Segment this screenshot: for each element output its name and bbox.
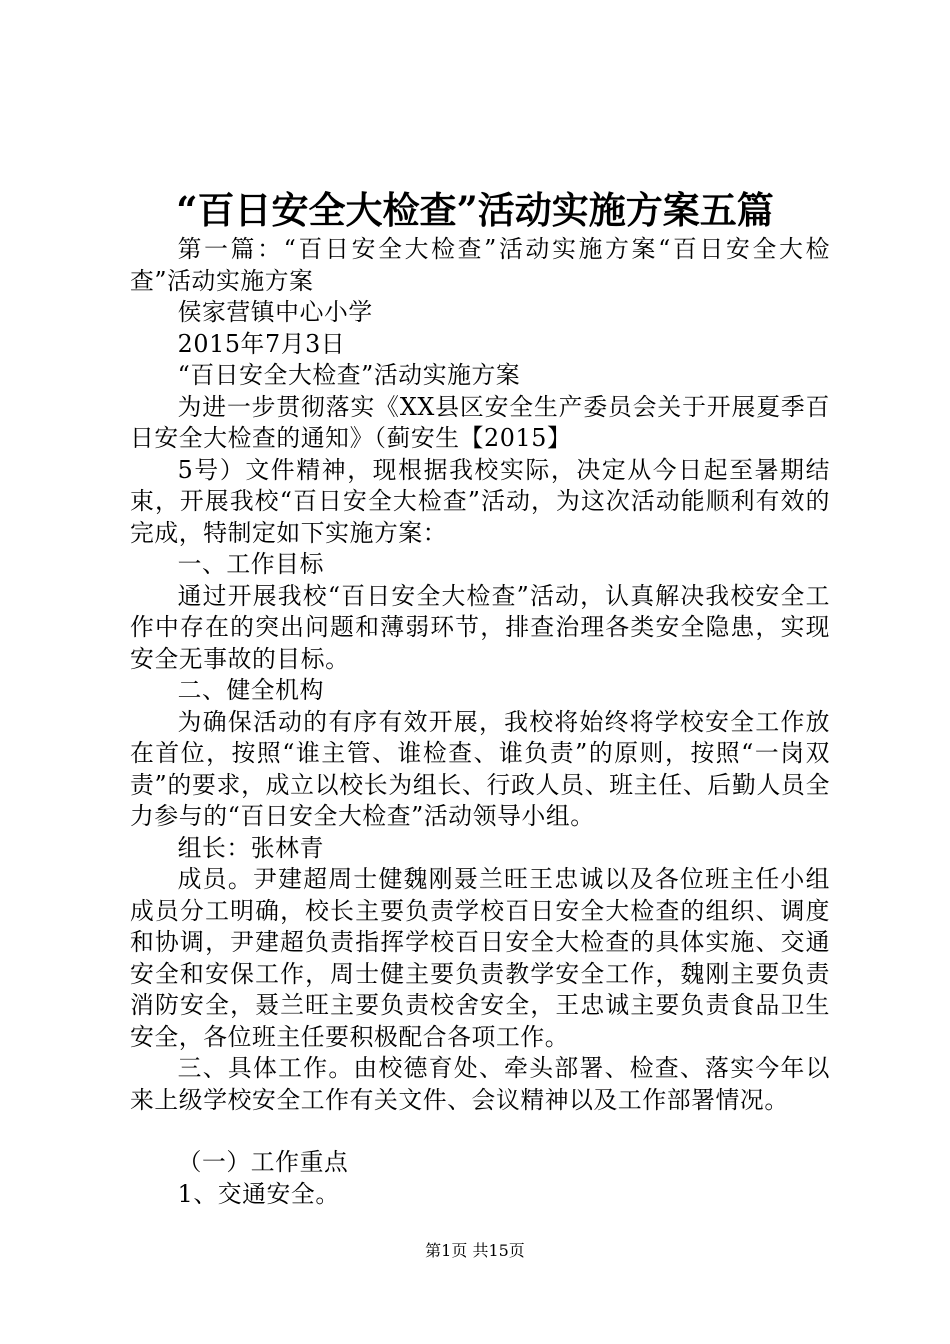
paragraph-heading-first: 第一篇：“百日安全大检查”活动实施方案“百日安全大检查”活动实施方案 (130, 235, 830, 295)
document-title: “百日安全大检查”活动实施方案五篇 (176, 188, 774, 232)
paragraph-intro-continued: 5号）文件精神，现根据我校实际，决定从今日起至暑期结束，开展我校“百日安全大检查”活动，为这次活动能顺利有效的完成，特制定如下实施方案： (130, 455, 830, 547)
subsection-heading-focus: （一）工作重点 (177, 1148, 349, 1176)
paragraph-plan-title: “百日安全大检查”活动实施方案 (177, 361, 521, 389)
paragraph-organization: 为确保活动的有序有效开展，我校将始终将学校安全工作放在首位，按照“谁主管、谁检查、谁负责”的原则，按照“一岗双责”的要求，成立以校长为组长、行政人员、班主任、后勤人员全力参与的“百日安全大检查”活动领导小组。 (130, 707, 830, 830)
paragraph-intro: 为进一步贯彻落实《XX县区安全生产委员会关于开展夏季百日安全大检查的通知》（蓟安生【2015】 (130, 392, 830, 452)
page-footer: 第1页 共15页 (425, 1241, 525, 1260)
section-heading-goals: 一、工作目标 (177, 550, 324, 578)
paragraph-group-leader: 组长：张林青 (177, 833, 324, 862)
section-heading-specific-work: 三、具体工作。由校德育处、牵头部署、检查、落实今年以来上级学校安全工作有关文件、会议精神以及工作部署情况。 (130, 1054, 830, 1114)
list-item-traffic-safety: 1、交通安全。 (177, 1179, 340, 1208)
section-heading-organization: 二、健全机构 (177, 676, 324, 704)
paragraph-date: 2015年7月3日 (177, 329, 346, 358)
paragraph-school-name: 侯家营镇中心小学 (177, 298, 373, 326)
document-body (130, 234, 830, 1210)
paragraph-goals: 通过开展我校“百日安全大检查”活动，认真解决我校安全工作中存在的突出问题和薄弱环节，排查治理各类安全隐患，实现安全无事故的目标。 (130, 581, 830, 673)
paragraph-members: 成员。尹建超周士健魏刚聂兰旺王忠诚以及各位班主任小组成员分工明确，校长主要负责学校百日安全大检查的组织、调度和协调，尹建超负责指挥学校百日安全大检查的具体实施、交通安全和安保工作，周士健主要负责教学安全工作，魏刚主要负责消防安全，聂兰旺主要负责校舍安全，王忠诚主要负责食品卫生安全，各位班主任要积极配合各项工作。 (130, 865, 830, 1051)
